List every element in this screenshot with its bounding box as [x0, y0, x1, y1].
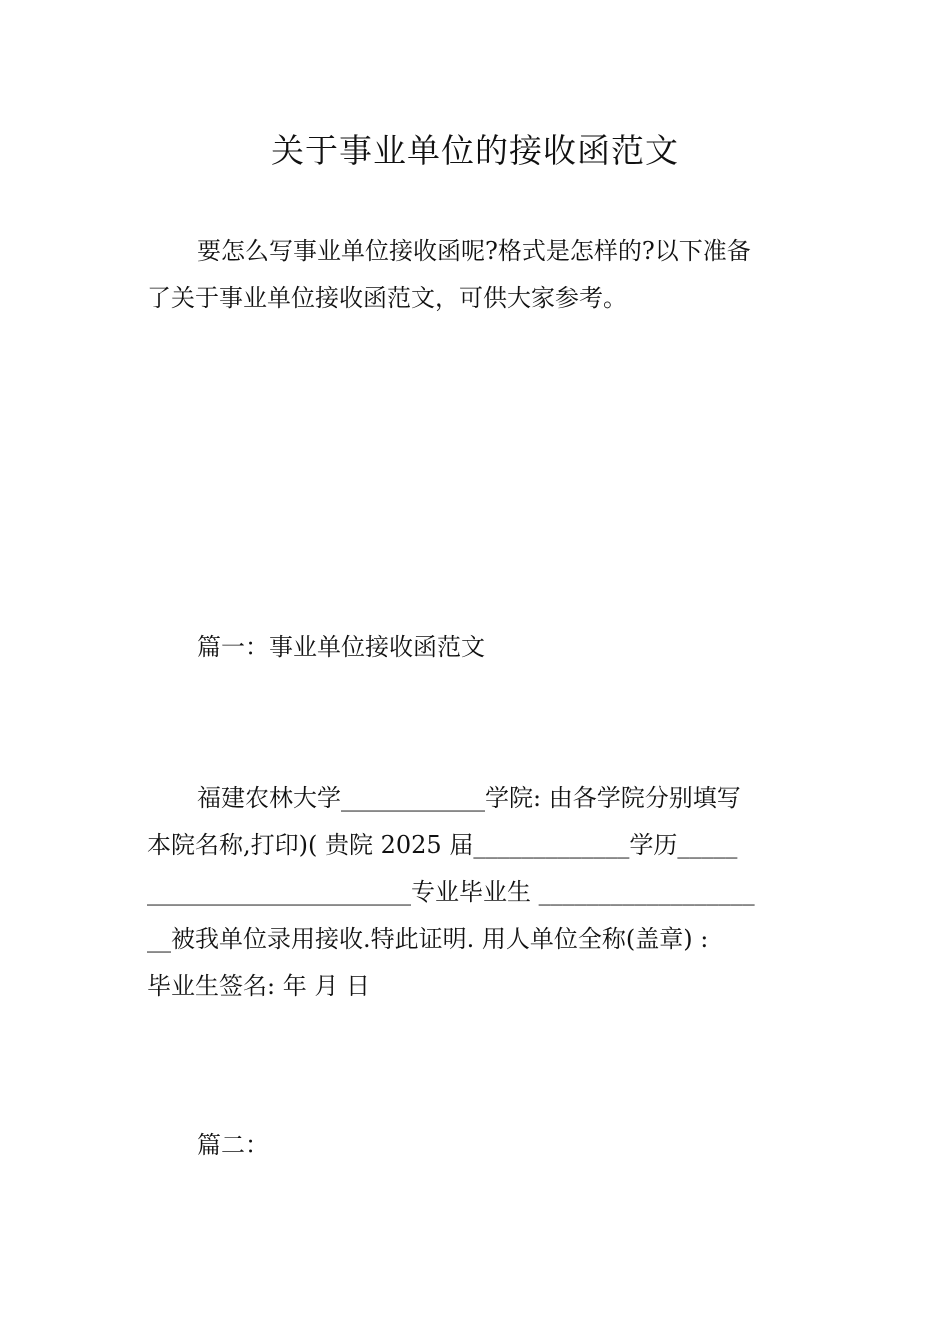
section-1-line-3: ______________________专业毕业生 __________________	[147, 878, 755, 906]
intro-line-1: 要怎么写事业单位接收函呢?格式是怎样的?以下准备	[197, 237, 751, 265]
section-1-heading: 篇一：事业单位接收函范文	[197, 633, 485, 661]
intro-line-2: 了关于事业单位接收函范文，可供大家参考。	[147, 284, 627, 312]
section-2-heading: 篇二：	[197, 1131, 269, 1159]
section-1-line-2: 本院名称,打印)( 贵院 2025 届_____________学历_____	[147, 831, 738, 859]
intro-paragraph	[147, 228, 809, 322]
section-1-line-5: 毕业生签名: 年 月 日	[147, 972, 370, 1000]
section-1-line-1: 福建农林大学____________学院: 由各学院分别填写	[197, 784, 741, 812]
section-1-line-4: __被我单位录用接收.特此证明. 用人单位全称(盖章) :	[147, 925, 709, 953]
section-1-body	[147, 775, 809, 1010]
document-title: 关于事业单位的接收函范文	[271, 131, 679, 170]
